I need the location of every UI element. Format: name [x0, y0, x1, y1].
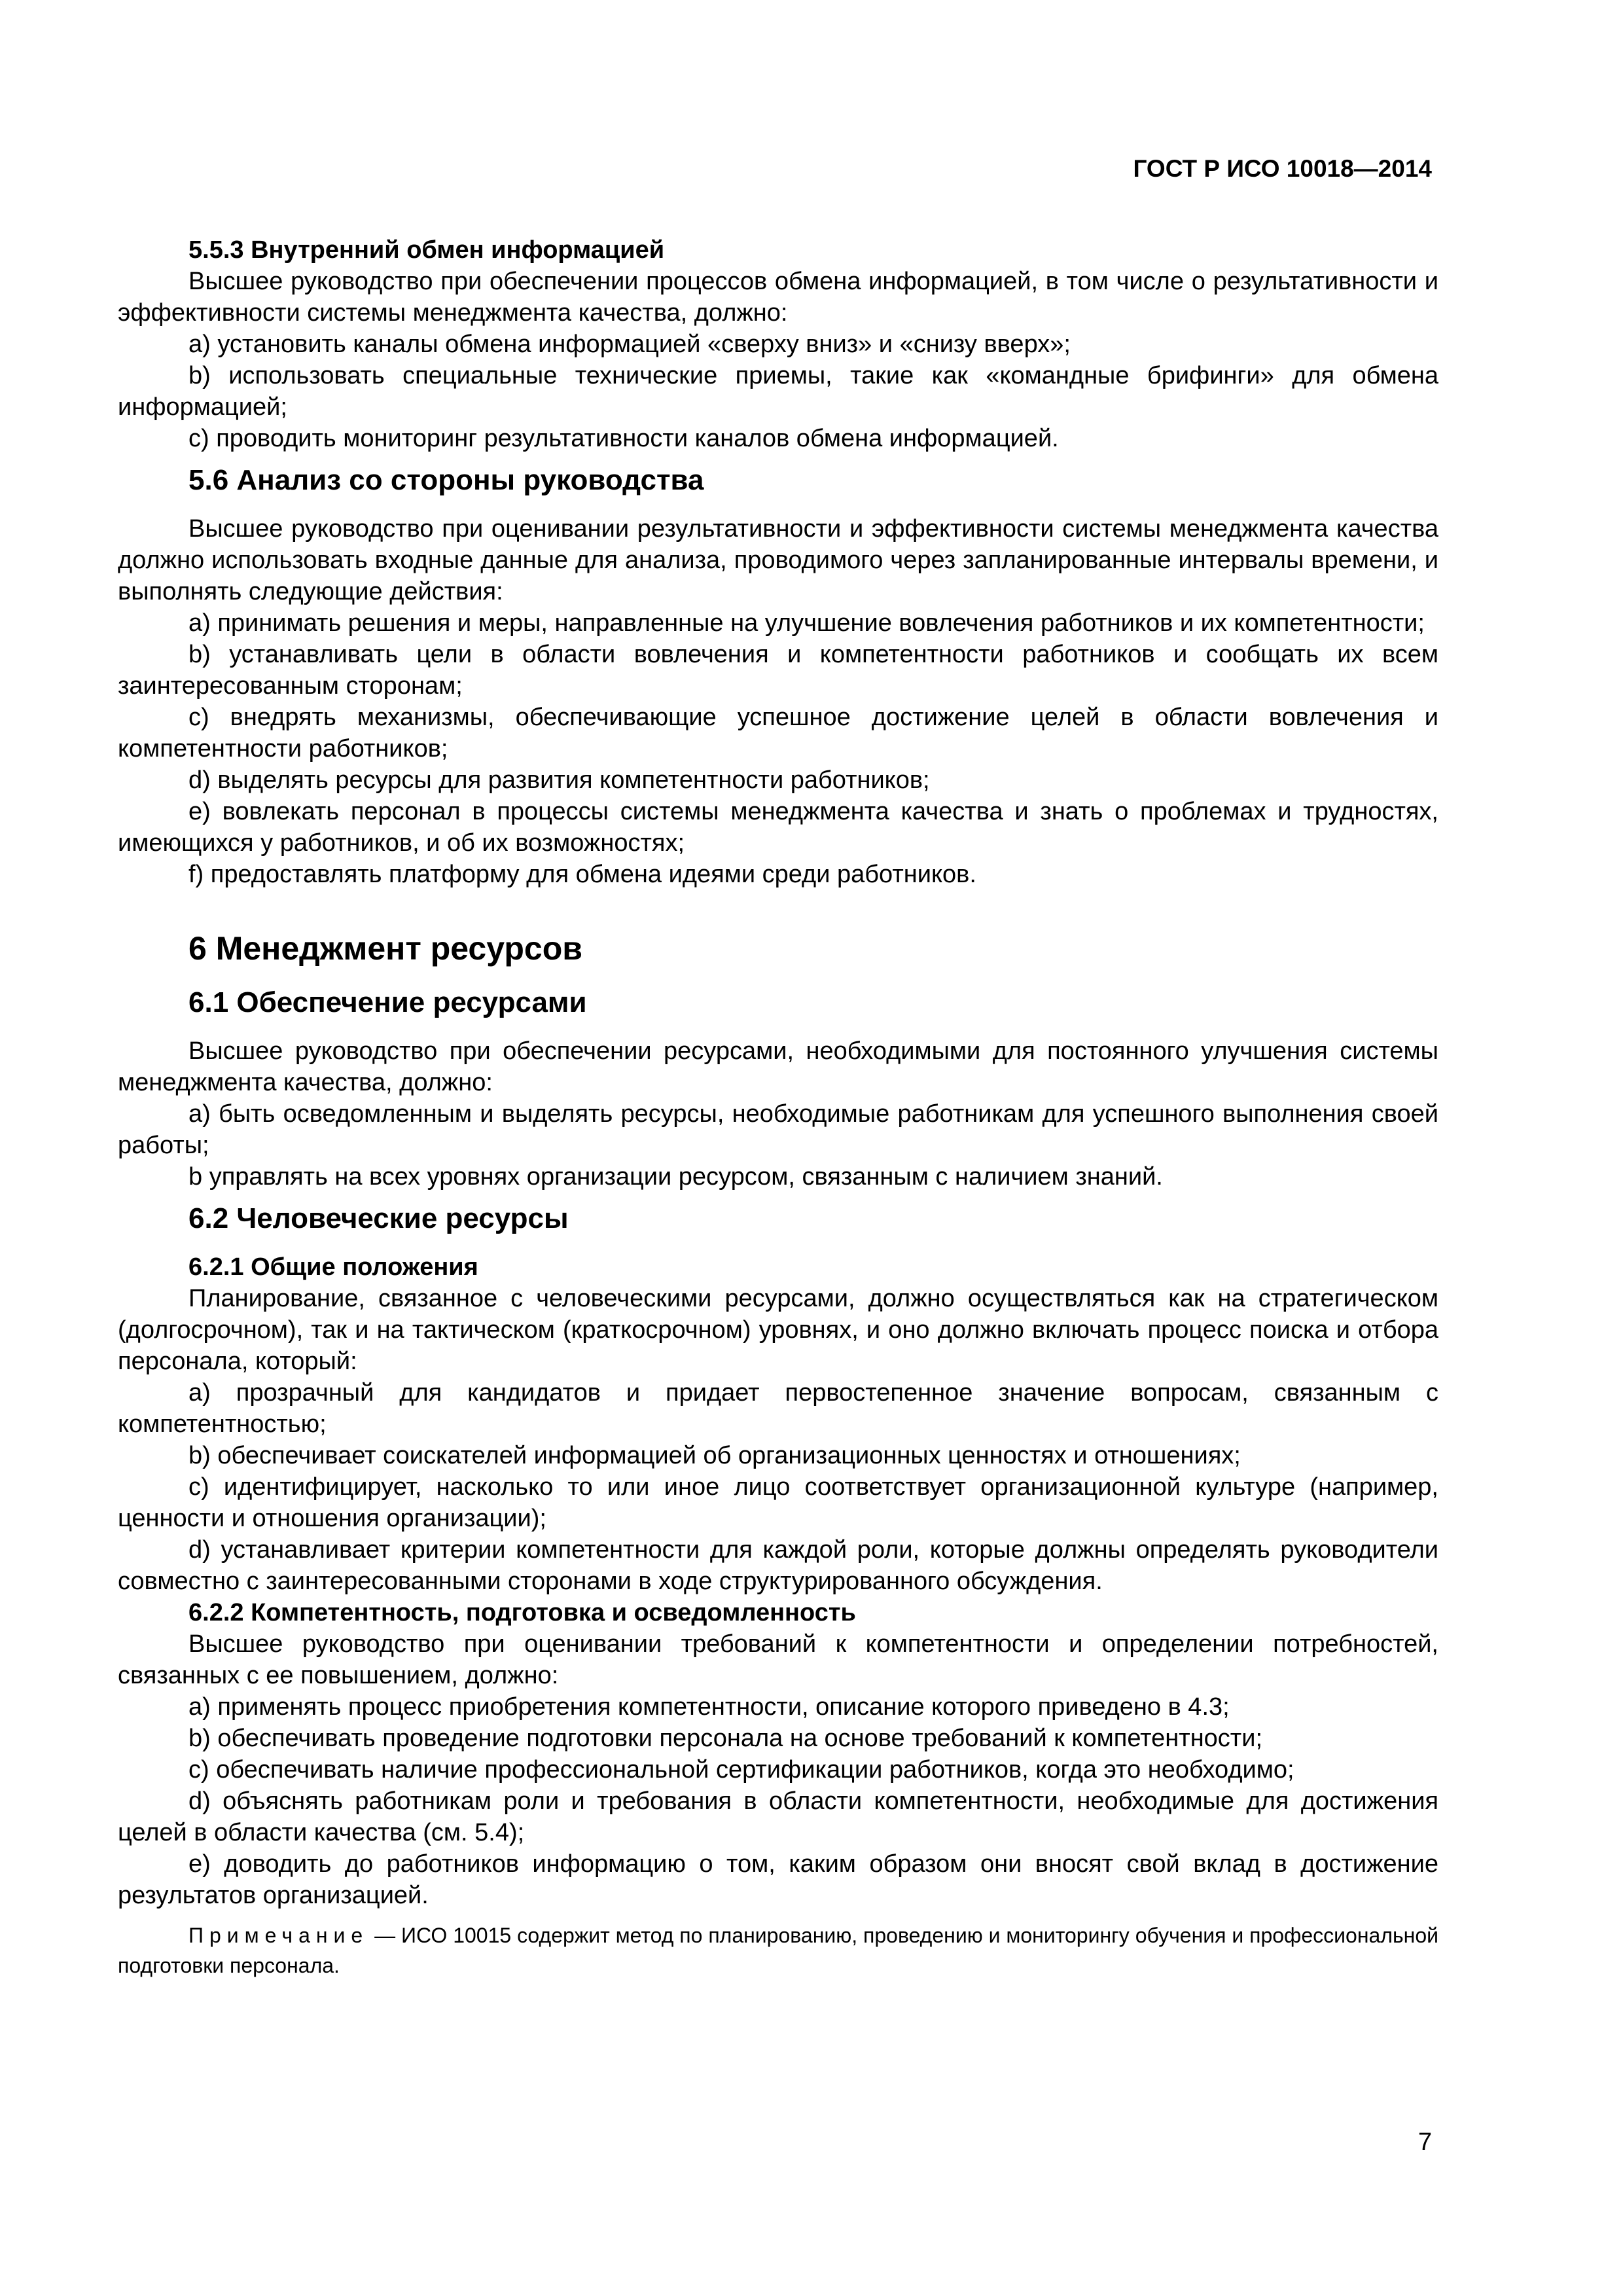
heading-6-2: 6.2 Человеческие ресурсы: [188, 1202, 569, 1234]
paragraph-5-6-intro: Высшее руководство при оценивании результативности и эффективности системы менеджмента качества должно использовать входные данные для анализа, проводимого через запланированные интервалы времени, и выполнять следующие действия:: [118, 515, 1438, 605]
document-body: [118, 234, 1438, 1981]
list-item-6-2-1-a: a) прозрачный для кандидатов и придает первостепенное значение вопросам, связанным с компетентностью;: [118, 1379, 1438, 1438]
heading-6-1: 6.1 Обеспечение ресурсами: [188, 986, 587, 1018]
list-item-5-5-3-a: a) установить каналы обмена информацией «сверху вниз» и «снизу вверх»;: [188, 331, 1071, 358]
note-text: — ИСО 10015 содержит метод по планированию, проведению и мониторингу обучения и профессиональной подготовки персонала.: [118, 1924, 1438, 1977]
list-item-6-2-2-d: d) объяснять работникам роли и требования в области компетентности, необходимые для достижения целей в области качества (см. 5.4);: [118, 1787, 1438, 1846]
heading-5-5-3: 5.5.3 Внутренний обмен информацией: [188, 236, 665, 264]
list-item-5-6-e: e) вовлекать персонал в процессы системы менеджмента качества и знать о проблемах и трудностях, имеющихся у работников, и об их возможностях;: [118, 798, 1438, 857]
paragraph-6-1-intro: Высшее руководство при обеспечении ресурсами, необходимыми для постоянного улучшения системы менеджмента качества, должно:: [118, 1037, 1438, 1096]
list-item-5-5-3-b: b) использовать специальные технические приемы, такие как «командные брифинги» для обмена информацией;: [118, 362, 1438, 421]
list-item-5-6-f: f) предоставлять платформу для обмена идеями среди работников.: [188, 861, 976, 888]
list-item-5-5-3-c: c) проводить мониторинг результативности каналов обмена информацией.: [188, 425, 1059, 452]
list-item-6-2-2-a: a) применять процесс приобретения компетентности, описание которого приведено в 4.3;: [188, 1693, 1230, 1721]
list-item-5-6-a: a) принимать решения и меры, направленные на улучшение вовлечения работников и их компетентности;: [188, 609, 1425, 637]
standard-designation: ГОСТ Р ИСО 10018—2014: [1133, 155, 1432, 182]
list-item-6-2-2-b: b) обеспечивать проведение подготовки персонала на основе требований к компетентности;: [188, 1725, 1262, 1752]
list-item-5-6-c: c) внедрять механизмы, обеспечивающие успешное достижение целей в области вовлечения и компетентности работников;: [118, 704, 1438, 762]
heading-6-2-1: 6.2.1 Общие положения: [188, 1253, 478, 1281]
list-item-6-2-2-c: c) обеспечивать наличие профессиональной сертификации работников, когда это необходимо;: [188, 1756, 1294, 1784]
heading-6: 6 Менеджмент ресурсов: [188, 930, 583, 967]
list-item-6-1-a: a) быть осведомленным и выделять ресурсы, необходимые работникам для успешного выполнения своей работы;: [118, 1100, 1438, 1159]
list-item-6-2-1-c: c) идентифицирует, насколько то или иное лицо соответствует организационной культуре (например, ценности и отношения организации);: [118, 1473, 1438, 1532]
paragraph-6-2-2-intro: Высшее руководство при оценивании требований к компетентности и определении потребностей, связанных с ее повышением, должно:: [118, 1630, 1438, 1689]
list-item-6-2-2-e: e) доводить до работников информацию о том, каким образом они вносят свой вклад в достижение результатов организацией.: [118, 1850, 1438, 1909]
page-number: 7: [1418, 2128, 1432, 2156]
list-item-6-2-1-b: b) обеспечивает соискателей информацией об организационных ценностях и отношениях;: [188, 1442, 1241, 1469]
list-item-6-1-b: b управлять на всех уровнях организации ресурсом, связанным с наличием знаний.: [188, 1163, 1163, 1191]
paragraph-5-5-3-intro: Высшее руководство при обеспечении процессов обмена информацией, в том числе о результативности и эффективности системы менеджмента качества, должно:: [118, 268, 1438, 327]
note-label: Примечание: [188, 1924, 369, 1947]
note: [118, 1920, 1438, 1981]
heading-6-2-2: 6.2.2 Компетентность, подготовка и осведомленность: [188, 1599, 856, 1626]
list-item-6-2-1-d: d) устанавливает критерии компетентности для каждой роли, которые должны определять руководители совместно с заинтересованными сторонами в ходе структурированного обсуждения.: [118, 1536, 1438, 1595]
list-item-5-6-b: b) устанавливать цели в области вовлечения и компетентности работников и сообщать их всем заинтересованным сторонам;: [118, 641, 1438, 700]
heading-5-6: 5.6 Анализ со стороны руководства: [188, 464, 704, 496]
list-item-5-6-d: d) выделять ресурсы для развития компетентности работников;: [188, 766, 930, 794]
paragraph-6-2-1-intro: Планирование, связанное с человеческими ресурсами, должно осуществляться как на стратегическом (долгосрочном), так и на тактическом (краткосрочном) уровнях, и оно должно включать процесс поиска и отбора персонала, который:: [118, 1285, 1438, 1375]
